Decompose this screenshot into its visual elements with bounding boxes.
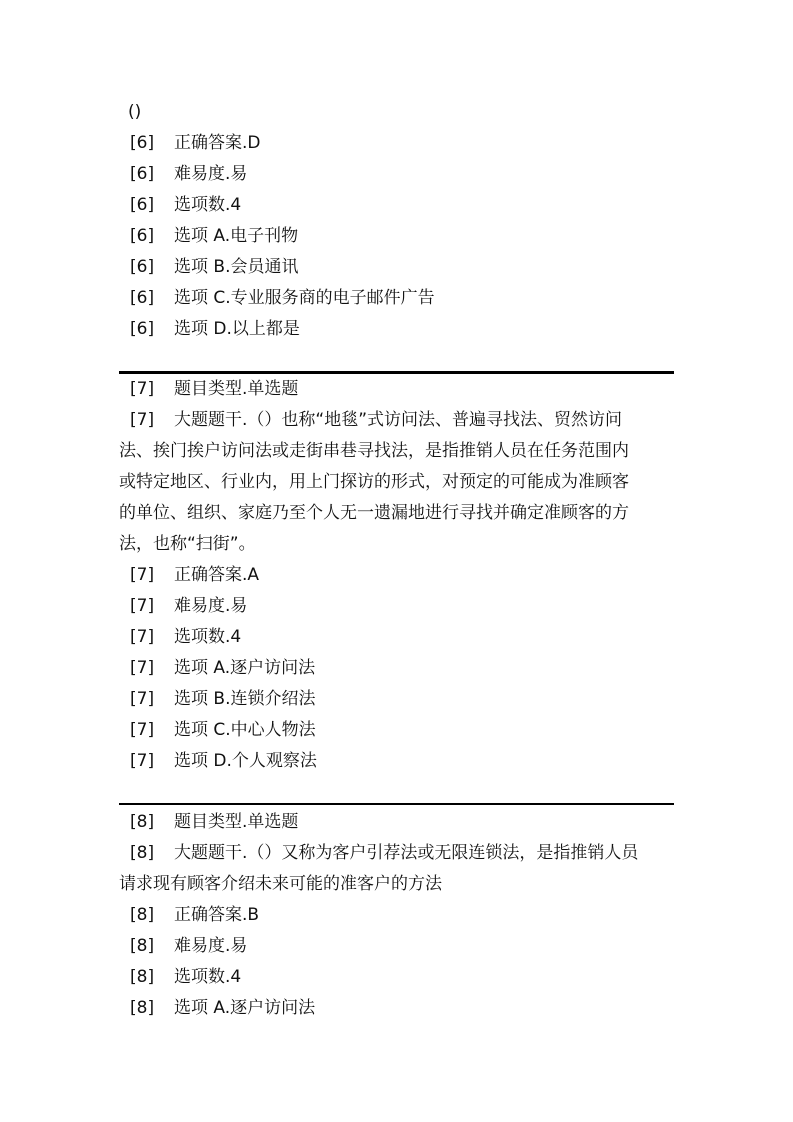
q7-difficulty-line — [119, 594, 679, 618]
q8-difficulty-line — [119, 934, 679, 958]
q8-answer: 正确答案.B — [174, 905, 260, 925]
q6-option-c — [119, 286, 679, 310]
q6-option-text: 选项 C.专业服务商的电子邮件广告 — [174, 288, 435, 308]
q6-paren-line — [119, 100, 679, 124]
q6-difficulty-line — [119, 162, 679, 186]
q6-option-text: 选项 D.以上都是 — [174, 319, 300, 339]
q7-tag: [7] — [130, 720, 155, 740]
q8-option-a — [119, 996, 679, 1020]
q8-stem: 请求现有顾客介绍未来可能的准客户的方法 — [119, 874, 442, 894]
q7-difficulty: 难易度.易 — [174, 596, 248, 616]
divider — [119, 371, 674, 374]
q6-option-d — [119, 317, 679, 341]
q6-tag: [6] — [130, 195, 155, 215]
q6-tag: [6] — [130, 257, 155, 277]
q7-type: 题目类型.单选题 — [174, 379, 299, 399]
q7-option-text: 选项 D.个人观察法 — [174, 751, 317, 771]
q7-option-count-line — [119, 625, 679, 649]
q7-stem-line — [119, 439, 679, 463]
q7-option-d — [119, 749, 679, 773]
q7-tag: [7] — [130, 379, 155, 399]
q7-stem: 法，也称“扫街”。 — [119, 534, 256, 554]
q8-tag: [8] — [130, 998, 155, 1018]
q6-answer: 正确答案.D — [174, 133, 261, 153]
q7-option-a — [119, 656, 679, 680]
q6-answer-line — [119, 131, 679, 155]
q6-option-b — [119, 255, 679, 279]
q7-tag: [7] — [130, 658, 155, 678]
q7-option-count: 选项数.4 — [174, 627, 242, 647]
q6-tag: [6] — [130, 164, 155, 184]
q7-answer: 正确答案.A — [174, 565, 260, 585]
q7-tag: [7] — [130, 410, 155, 430]
q8-tag: [8] — [130, 967, 155, 987]
q7-option-c — [119, 718, 679, 742]
q7-answer-line — [119, 563, 679, 587]
q8-stem-line — [119, 841, 679, 865]
q8-tag: [8] — [130, 936, 155, 956]
q6-option-a — [119, 224, 679, 248]
q8-option-count: 选项数.4 — [174, 967, 242, 987]
q8-answer-line — [119, 903, 679, 927]
q6-option-text: 选项 A.电子刊物 — [174, 226, 299, 246]
q6-option-count: 选项数.4 — [174, 195, 242, 215]
q7-stem: 或特定地区、行业内，用上门探访的形式，对预定的可能成为准顾客 — [119, 472, 629, 492]
q8-option-count-line — [119, 965, 679, 989]
q8-type: 题目类型.单选题 — [174, 812, 299, 832]
q8-difficulty: 难易度.易 — [174, 936, 248, 956]
q7-tag: [7] — [130, 565, 155, 585]
q7-option-text: 选项 C.中心人物法 — [174, 720, 316, 740]
q6-tag: [6] — [130, 319, 155, 339]
q8-tag: [8] — [130, 905, 155, 925]
q7-stem: 法、挨门挨户访问法或走街串巷寻找法，是指推销人员在任务范围内 — [119, 441, 629, 461]
q6-tag: [6] — [130, 133, 155, 153]
q8-tag: [8] — [130, 812, 155, 832]
q8-option-text: 选项 A.逐户访问法 — [174, 998, 316, 1018]
q7-option-text: 选项 B.连锁介绍法 — [174, 689, 316, 709]
q7-stem-line — [119, 501, 679, 525]
q7-stem-line — [119, 470, 679, 494]
q7-tag: [7] — [130, 596, 155, 616]
q6-option-text: 选项 B.会员通讯 — [174, 257, 299, 277]
q7-tag: [7] — [130, 627, 155, 647]
q6-difficulty: 难易度.易 — [174, 164, 248, 184]
q8-stem-line — [119, 872, 679, 896]
q8-type-line — [119, 810, 679, 834]
q7-option-text: 选项 A.逐户访问法 — [174, 658, 316, 678]
divider — [119, 803, 674, 805]
q6-tag: [6] — [130, 226, 155, 246]
q6-paren: () — [128, 102, 142, 122]
q7-stem-line — [119, 532, 679, 556]
q6-tag: [6] — [130, 288, 155, 308]
q7-stem: 的单位、组织、家庭乃至个人无一遗漏地进行寻找并确定准顾客的方 — [119, 503, 629, 523]
q7-type-line — [119, 377, 679, 401]
q7-stem: 大题题干.（）也称“地毯”式访问法、普遍寻找法、贸然访问 — [174, 410, 623, 430]
q7-tag: [7] — [130, 689, 155, 709]
q7-tag: [7] — [130, 751, 155, 771]
q7-option-b — [119, 687, 679, 711]
q8-stem: 大题题干.（）又称为客户引荐法或无限连锁法，是指推销人员 — [174, 843, 639, 863]
q7-stem-line — [119, 408, 679, 432]
q8-tag: [8] — [130, 843, 155, 863]
q6-option-count-line — [119, 193, 679, 217]
